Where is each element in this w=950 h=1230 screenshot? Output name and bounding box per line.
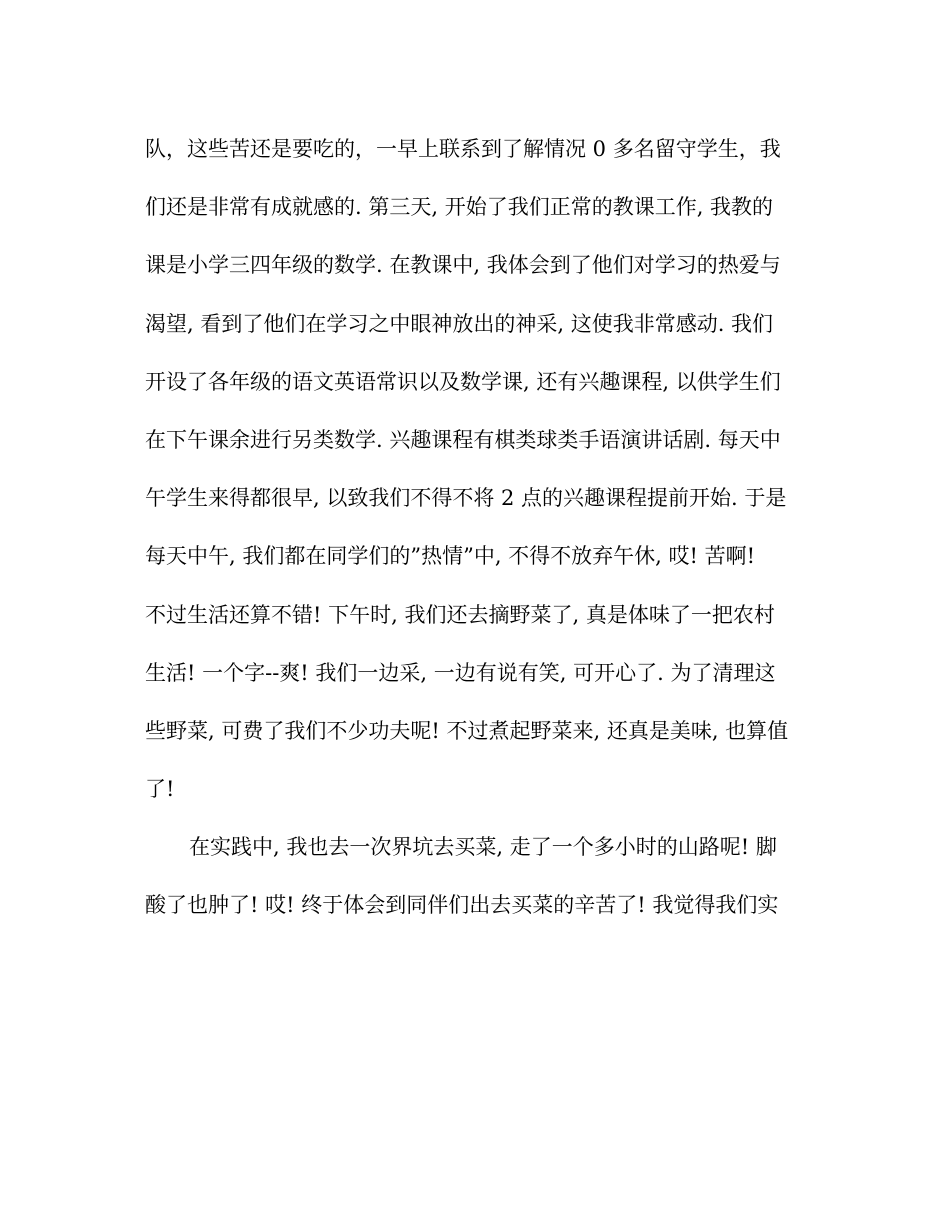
text-line-1: 队，这些苦还是要吃的，一早上联系到了解情况 0 多名留守学生，我 xyxy=(145,137,781,161)
text-line-9: 不过生活还算不错! 下午时, 我们还去摘野菜了, 真是体味了一把农村 xyxy=(145,602,775,627)
body-text xyxy=(145,120,810,935)
text-line-6: 在下午课余进行另类数学. 兴趣课程有棋类球类手语演讲话剧. 每天中 xyxy=(145,427,781,452)
text-line-11: 些野菜, 可费了我们不少功夫呢! 不过煮起野菜来, 还真是美味, 也算值 xyxy=(145,718,789,743)
text-line-10: 生活! 一个字--爽! 我们一边采, 一边有说有笑, 可开心了. 为了清理这 xyxy=(145,660,776,685)
text-line-12: 了! xyxy=(145,777,175,802)
text-line-5: 开设了各年级的语文英语常识以及数学课, 还有兴趣课程, 以供学生们 xyxy=(145,369,781,394)
text-line-7: 午学生来得都很早, 以致我们不得不将 2 点的兴趣课程提前开始. 于是 xyxy=(145,486,787,511)
text-line-2: 们还是非常有成就感的. 第三天, 开始了我们正常的教课工作, 我教的 xyxy=(145,195,774,220)
text-line-3: 课是小学三四年级的数学. 在教课中, 我体会到了他们对学习的热爱与 xyxy=(145,253,781,278)
text-line-13: 在实践中, 我也去一次界坑去买菜, 走了一个多小时的山路呢! 脚 xyxy=(189,835,777,860)
text-line-14: 酸了也肿了! 哎! 终于体会到同伴们出去买菜的辛苦了! 我觉得我们实 xyxy=(145,893,779,918)
text-line-8: 每天中午, 我们都在同学们的”热情”中, 不得不放弃午休, 哎! 苦啊! xyxy=(145,544,756,569)
text-line-4: 渴望, 看到了他们在学习之中眼神放出的神采, 这使我非常感动. 我们 xyxy=(145,311,774,336)
